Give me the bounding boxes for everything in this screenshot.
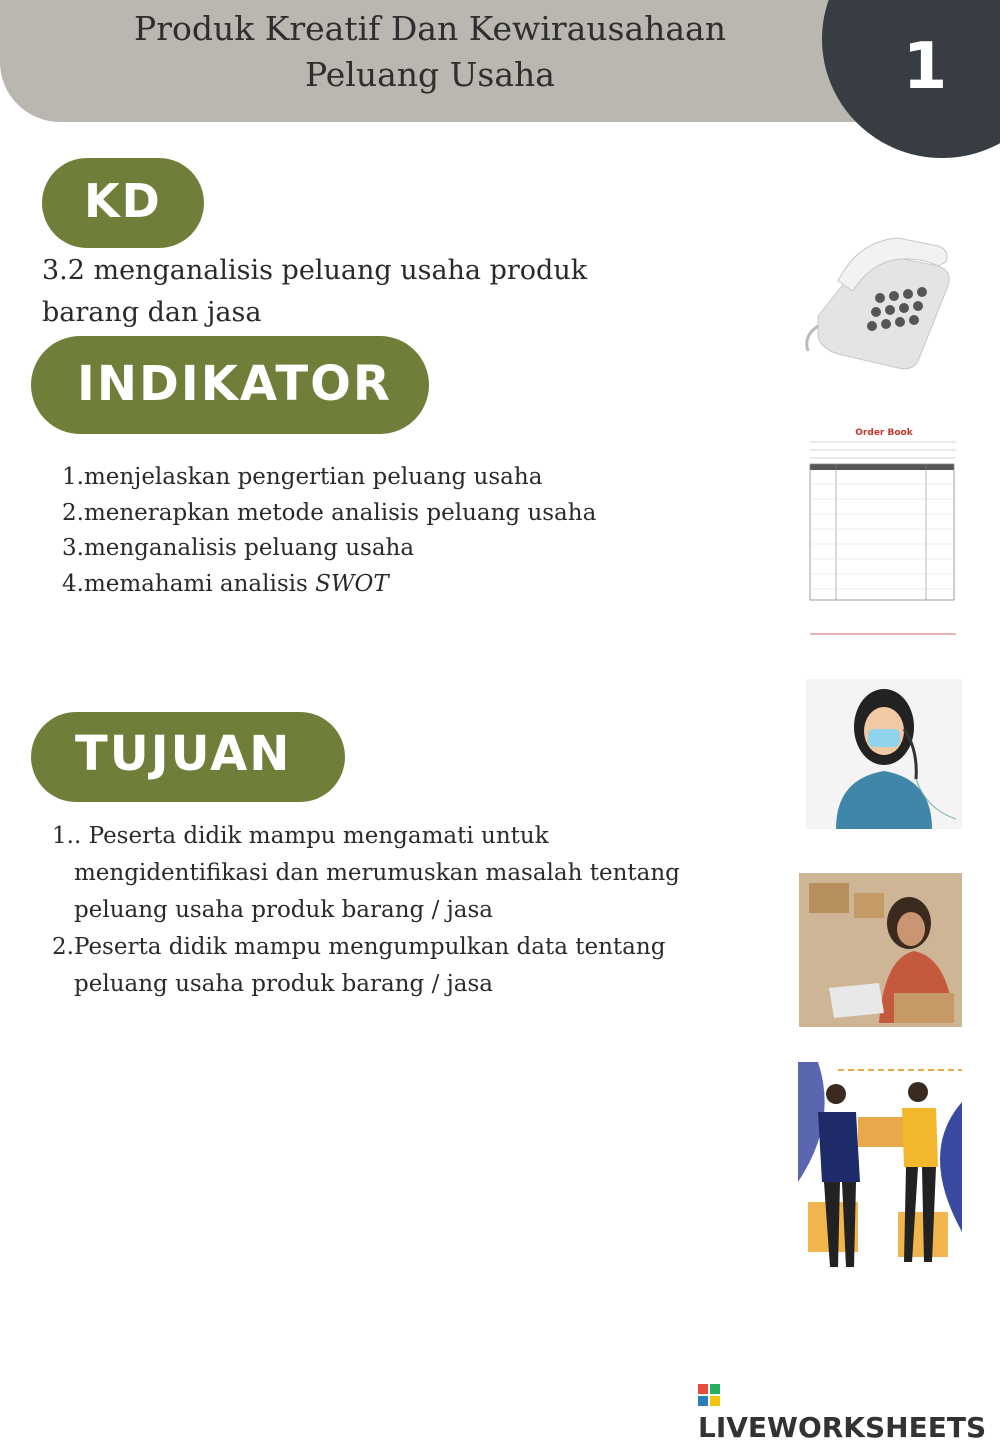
kd-label: KD: [84, 174, 162, 228]
indikator-label: INDIKATOR: [77, 356, 392, 412]
list-item: [62, 460, 596, 496]
list-text: menjelaskan pengertian peluang usaha: [83, 464, 543, 490]
indikator-list: [62, 460, 596, 602]
liveworksheets-logo-icon: [698, 1384, 720, 1406]
liveworksheets-logo[interactable]: [698, 1378, 1000, 1444]
list-text-line: Peserta didik mampu mengumpulkan data tentang: [74, 934, 666, 960]
kd-text-line-1: 3.2 menganalisis peluang usaha produk: [42, 255, 588, 286]
list-text: memahami analisis: [83, 570, 316, 597]
order-book-image: [806, 424, 962, 646]
tujuan-label: TUJUAN: [75, 726, 292, 782]
order-book-title: Order Book: [855, 428, 913, 438]
list-item: [62, 496, 596, 532]
list-text-line: mengidentifikasi dan merumuskan masalah tentang: [74, 860, 680, 886]
list-text: menganalisis peluang usaha: [83, 535, 415, 561]
list-text-line: peluang usaha produk barang / jasa: [74, 971, 493, 997]
list-text-line: . Peserta didik mampu mengamati untuk: [74, 823, 549, 849]
list-number: 2.: [62, 499, 84, 526]
tujuan-label-pill: [31, 712, 345, 802]
list-item: [62, 531, 596, 567]
title-line-1: Produk Kreatif Dan Kewirausahaan: [133, 9, 726, 48]
list-item: [52, 929, 772, 1003]
title-line-2: Peluang Usaha: [305, 55, 555, 94]
woman-packing-boxes-image: [799, 873, 962, 1027]
page-title: [0, 6, 860, 98]
list-text-line: peluang usaha produk barang / jasa: [74, 897, 493, 923]
kd-text: [42, 250, 662, 334]
woman-on-phone-image: [806, 679, 962, 829]
list-number: 1.: [62, 464, 84, 490]
delivery-handover-image: [798, 1062, 962, 1276]
kd-label-pill: [42, 158, 204, 248]
liveworksheets-logo-text: LIVEWORKSHEETS: [698, 1411, 987, 1444]
list-number: 3.: [62, 535, 84, 561]
telephone-image: [798, 226, 962, 380]
list-item: [52, 818, 772, 929]
tujuan-list: [52, 818, 772, 1003]
list-text: menerapkan metode analisis peluang usaha: [83, 499, 597, 526]
list-number: 1.: [52, 823, 74, 849]
list-number: 4.: [62, 570, 84, 597]
list-item: [62, 567, 596, 603]
kd-text-line-2: barang dan jasa: [42, 297, 262, 328]
list-number: 2.: [52, 934, 74, 960]
swot-term: SWOT: [315, 570, 389, 597]
indikator-label-pill: [31, 336, 429, 434]
page-number: 1: [902, 30, 948, 104]
